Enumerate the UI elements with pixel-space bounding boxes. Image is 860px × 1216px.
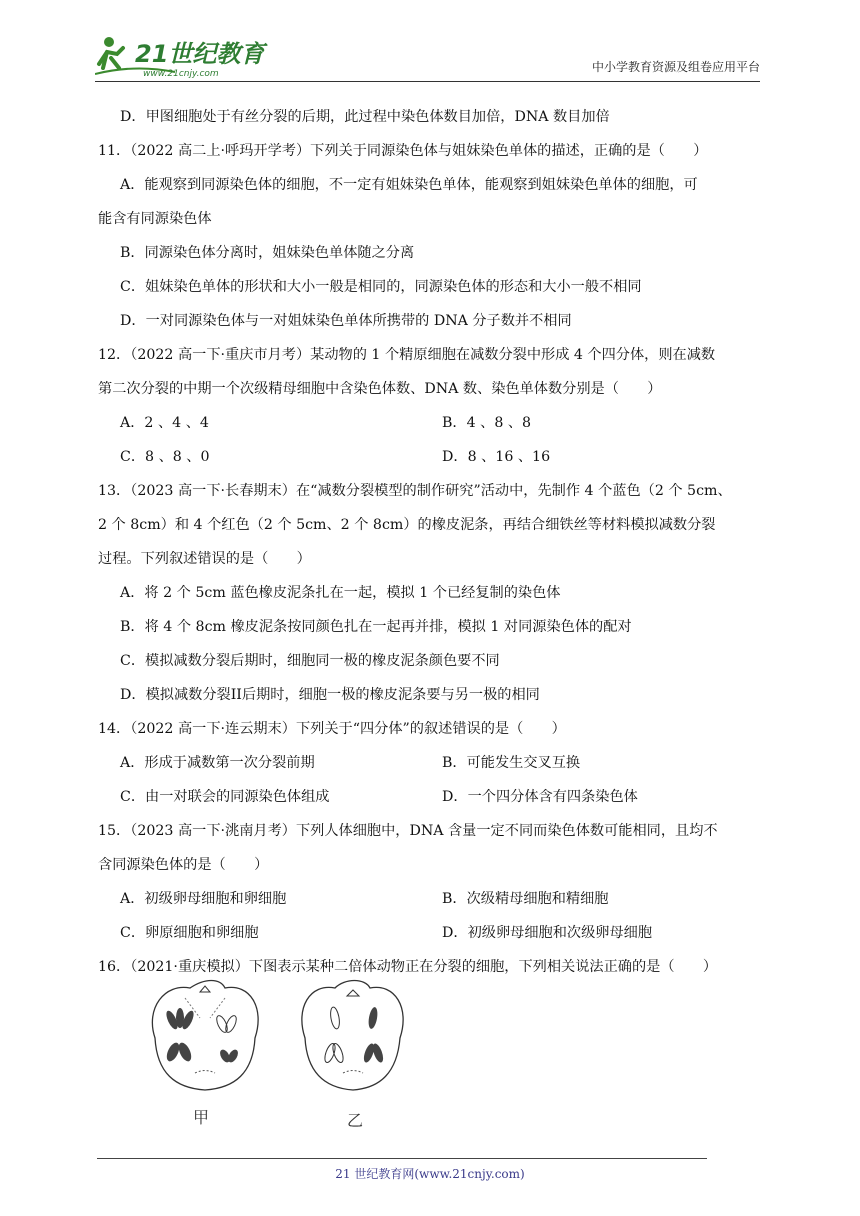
q14-option-d: D．一个四分体含有四条染色体	[442, 789, 638, 805]
svg-text:21世纪教育: 21世纪教育	[135, 40, 265, 68]
cell-division-figure	[125, 978, 425, 1128]
platform-name: 中小学教育资源及组卷应用平台	[591, 60, 760, 74]
q12-options-row-1	[98, 406, 764, 440]
q11-option-b: B．同源染色体分离时，姐妹染色单体随之分离	[120, 245, 415, 261]
q11-option-a-cont: 能含有同源染色体	[98, 211, 212, 227]
question-list	[98, 100, 764, 984]
q14-option-a: A．形成于减数第一次分裂前期	[120, 755, 315, 771]
q14-stem: 14．（2022 高一下·连云期末）下列关于“四分体”的叙述错误的是（ ）	[98, 721, 566, 737]
q14-options-row-1	[98, 746, 764, 780]
q13-option-d: D．模拟减数分裂II后期时，细胞一极的橡皮泥条要与另一极的相同	[120, 687, 540, 703]
label-yi: 乙	[347, 1111, 364, 1128]
q16-stem: 16．（2021·重庆模拟）下图表示某种二倍体动物正在分裂的细胞，下列相关说法正确的是（ ）	[98, 959, 718, 975]
cell-jia-diagram	[152, 981, 258, 1128]
q12-option-a: A．2 、4 、4	[120, 415, 209, 431]
q11-option-d: D．一对同源染色体与一对姐妹染色单体所携带的 DNA 分子数并不相同	[120, 313, 572, 329]
cell-yi-diagram	[302, 981, 403, 1129]
q12-stem-cont: 第二次分裂的中期一个次级精母细胞中含染色体数、DNA 数、染色单体数分别是（ ）	[98, 381, 662, 397]
svg-text:www.21cnjy.com: www.21cnjy.com	[143, 69, 219, 79]
q13-stem-cont-1: 2 个 8cm）和 4 个红色（2 个 5cm、2 个 8cm）的橡皮泥条，再结合细铁丝等材料模拟减数分裂	[98, 517, 716, 533]
q15-stem: 15．（2023 高一下·洮南月考）下列人体细胞中，DNA 含量一定不同而染色体数可能相同，且均不	[98, 823, 718, 839]
q15-option-c: C．卵原细胞和卵细胞	[120, 925, 259, 941]
q12-option-d: D．8 、16 、16	[442, 449, 551, 465]
q10-option-d: D．甲图细胞处于有丝分裂的后期，此过程中染色体数目加倍，DNA 数目加倍	[120, 109, 610, 125]
q12-option-c: C．8 、8 、0	[120, 449, 210, 465]
q13-option-b: B．将 4 个 8cm 橡皮泥条按同颜色扎在一起再并排，模拟 1 对同源染色体的配对	[120, 619, 632, 635]
q13-option-c: C．模拟减数分裂后期时，细胞同一极的橡皮泥条颜色要不同	[120, 653, 500, 669]
q15-stem-cont: 含同源染色体的是（ ）	[98, 857, 269, 873]
label-jia: 甲	[193, 1108, 210, 1127]
q14-options-row-2	[98, 780, 764, 814]
q15-option-d: D．初级卵母细胞和次级卵母细胞	[442, 925, 653, 941]
header-divider	[95, 81, 760, 82]
q12-options-row-2	[98, 440, 764, 474]
page-header	[95, 28, 760, 80]
q11-stem: 11．（2022 高二上·呼玛开学考）下列关于同源染色体与姐妹染色单体的描述，正确的是（ ）	[98, 143, 708, 159]
footer-text[interactable]: 21 世纪教育网(www.21cnjy.com)	[335, 1167, 525, 1181]
q15-option-a: A．初级卵母细胞和卵细胞	[120, 891, 287, 907]
q14-option-b: B．可能发生交叉互换	[442, 755, 581, 771]
q14-option-c: C．由一对联会的同源染色体组成	[120, 789, 330, 805]
q11-option-c: C．姐妹染色单体的形状和大小一般是相同的，同源染色体的形态和大小一般不相同	[120, 279, 642, 295]
q15-options-row-2	[98, 916, 764, 950]
site-logo	[95, 34, 295, 80]
q15-option-b: B．次级精母细胞和精细胞	[442, 891, 609, 907]
q13-option-a: A．将 2 个 5cm 蓝色橡皮泥条扎在一起，模拟 1 个已经复制的染色体	[120, 585, 561, 601]
q11-option-a: A．能观察到同源染色体的细胞，不一定有姐妹染色单体，能观察到姐妹染色单体的细胞，可	[120, 177, 698, 193]
q15-options-row-1	[98, 882, 764, 916]
q12-stem: 12．（2022 高一下·重庆市月考）某动物的 1 个精原细胞在减数分裂中形成 4 个四分体，则在减数	[98, 347, 716, 363]
footer-divider	[97, 1158, 707, 1159]
q13-stem-cont-2: 过程。下列叙述错误的是（ ）	[98, 551, 311, 567]
q13-stem: 13．（2023 高一下·长春期末）在“减数分裂模型的制作研究”活动中，先制作 4 个蓝色（2 个 5cm、	[98, 483, 732, 499]
q12-option-b: B．4 、8 、8	[442, 415, 532, 431]
